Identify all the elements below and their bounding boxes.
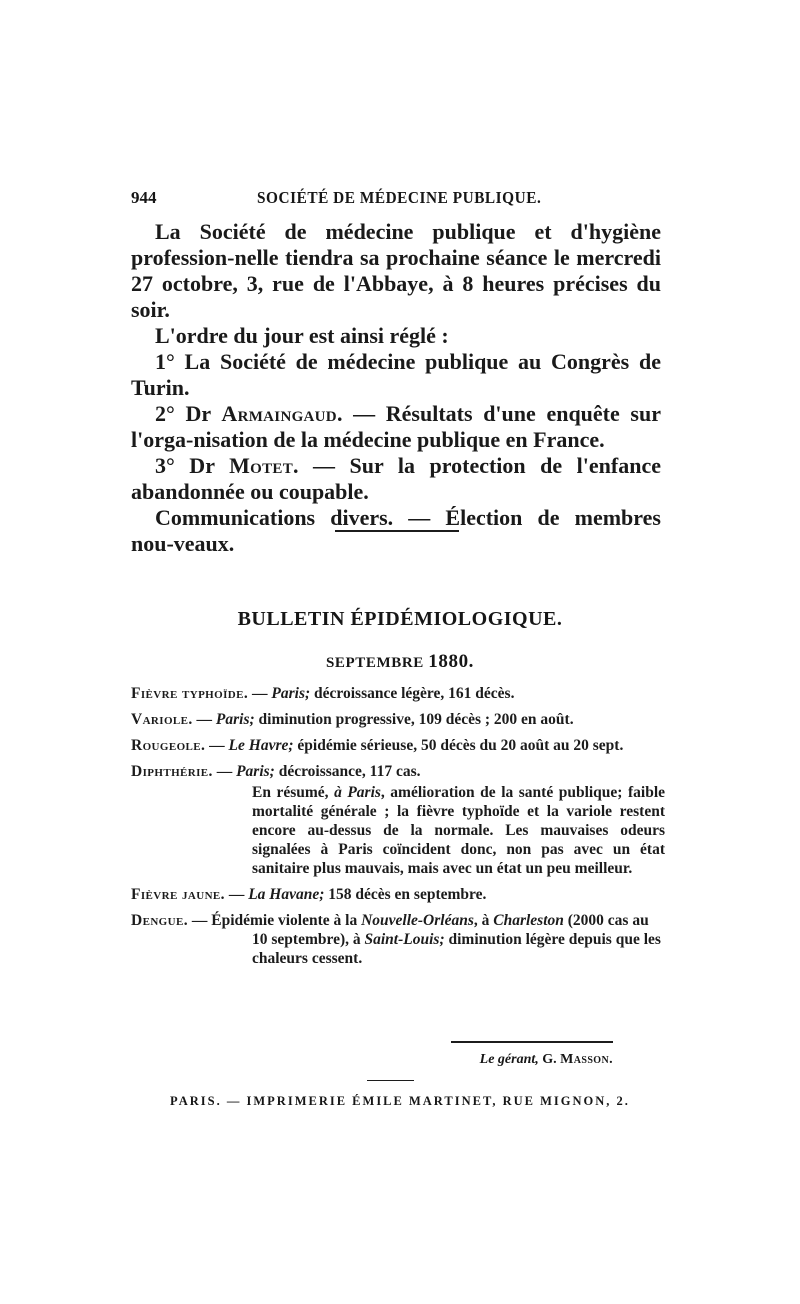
section-divider (335, 530, 459, 532)
summary-text: , amélioration de la santé publique; faible mortalité générale ; la fièvre typhoïde et la variole restent encore au-dessus de la normale. Les mauvaises odeurs signalées à Paris coïncident donc, non pas avec un état sanitaire plus mauvais, mais avec un état un peu meilleur. (252, 784, 666, 877)
notice-communications: Communications divers. — Élection de membres nou-veaux. (131, 505, 661, 556)
entry-label: Rougeole. (131, 737, 206, 754)
entry-text: (2000 cas au 10 septembre), à (252, 912, 649, 948)
agenda-item-3-speaker: Motet (229, 453, 294, 478)
entry-text: décroissance légère, 161 décès. (310, 685, 515, 702)
entry-place: Paris; (271, 685, 311, 702)
signature-role: Le gérant, (479, 1052, 539, 1067)
entry-dash: — (192, 711, 216, 728)
bulletin-month-name: SEPTEMBRE (325, 655, 424, 671)
agenda-item-1: 1° La Société de médecine publique au Congrès de Turin. (131, 349, 661, 400)
entry-dengue (131, 911, 665, 968)
bulletin-year: 1880. (428, 651, 475, 672)
signature-name: Masson. (560, 1052, 613, 1067)
agenda-item-2 (131, 401, 661, 453)
summary-lead: En résumé, (252, 784, 335, 801)
agenda-item-3-prefix: 3° Dr (155, 453, 230, 478)
entry-text: , à (473, 912, 494, 929)
entry-dash: — (205, 737, 229, 754)
agenda-item-2-prefix: 2° Dr (155, 401, 222, 426)
epidemic-entries (131, 684, 665, 975)
entry-label: Fièvre typhoïde. (131, 685, 249, 702)
entry-dash: — (248, 685, 272, 702)
entry-dash: — (212, 763, 237, 780)
bulletin-month (0, 651, 800, 673)
running-title: SOCIÉTÉ DE MÉDECINE PUBLIQUE. (257, 188, 542, 207)
entry-text: 158 décès en septembre. (324, 886, 487, 903)
entry-place: Paris; (215, 711, 255, 728)
entry-text: décroissance, 117 cas. (274, 763, 421, 780)
bulletin-title: BULLETIN ÉPIDÉMIOLOGIQUE. (237, 608, 563, 630)
entry-label: Fièvre jaune. (131, 886, 225, 903)
signature-rule (451, 1041, 613, 1043)
imprint-rule (367, 1080, 414, 1081)
entry-label: Variole. (131, 711, 193, 728)
signature-initial: G. (538, 1052, 561, 1067)
notice-agenda-intro: L'ordre du jour est ainsi réglé : (155, 323, 449, 348)
entry-fievre-typhoide (131, 684, 665, 703)
agenda-item-3-text: . — Sur la protection de l'enfance abandonnée ou coupable. (131, 453, 661, 504)
entry-label: Dengue. (131, 912, 188, 929)
entry-text: diminution légère depuis que les chaleurs cessent. (252, 931, 661, 967)
summary-place: à Paris (334, 784, 381, 801)
entry-text: Épidémie violente à la (211, 912, 362, 929)
entry-label: Diphthérie. (131, 763, 213, 780)
entry-place: Le Havre; (228, 737, 294, 754)
entry-fievre-jaune (131, 885, 665, 904)
summary-paragraph (252, 783, 665, 878)
entry-rougeole (131, 736, 665, 755)
entry-place: Charleston (493, 912, 564, 929)
signature (451, 1052, 613, 1068)
running-header (131, 188, 661, 212)
entry-place: Paris; (236, 763, 275, 780)
agenda-item-2-speaker: Armaingaud (221, 401, 337, 426)
entry-place: La Havane; (248, 886, 325, 903)
meeting-notice (131, 219, 661, 557)
printer-imprint: PARIS. — IMPRIMERIE ÉMILE MARTINET, RUE MIGNON, 2. (170, 1094, 630, 1108)
entry-text: diminution progressive, 109 décès ; 200 en août. (254, 711, 574, 728)
entry-place: Saint-Louis; (364, 931, 445, 948)
agenda-item-2-text: . — Résultats d'une enquête sur l'orga-nisation de la médecine publique en France. (131, 401, 661, 452)
entry-variole (131, 710, 665, 729)
entry-dash: — (224, 886, 249, 903)
entry-dash: — (188, 912, 212, 929)
page-number: 944 (131, 188, 157, 207)
entry-place: Nouvelle-Orléans (361, 912, 474, 929)
entry-text: épidémie sérieuse, 50 décès du 20 août au 20 sept. (293, 737, 624, 754)
entry-diphtherie (131, 762, 665, 781)
agenda-item-3 (131, 453, 661, 505)
notice-paragraph: La Société de médecine publique et d'hygiène profession-nelle tiendra sa prochaine séance le mercredi 27 octobre, 3, rue de l'Abbaye, à 8 heures précises du soir. (131, 219, 661, 322)
